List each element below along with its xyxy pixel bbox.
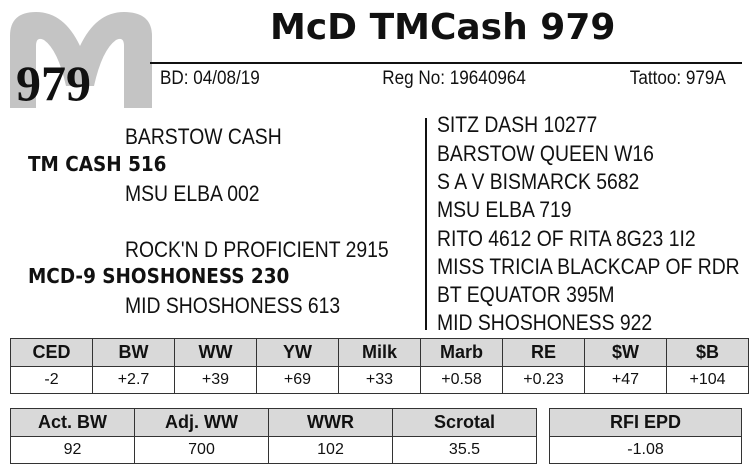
rfi-header-row	[550, 409, 742, 437]
epd-value-bw: +2.7	[93, 367, 175, 394]
pedigree-dam: MCD-9 SHOSHONESS 230	[28, 264, 290, 288]
epd-table	[10, 338, 749, 394]
rfi-table	[549, 408, 742, 464]
measures-header-adj-ww: Adj. WW	[135, 409, 269, 437]
measures-header-wwr: WWR	[269, 409, 393, 437]
tattoo: Tattoo: 979A	[629, 68, 726, 89]
measures-value-wwr: 102	[269, 437, 393, 464]
epd-value-re: +0.23	[503, 367, 585, 394]
epd-value-marb: +0.58	[421, 367, 503, 394]
measures-value-scrotal: 35.5	[393, 437, 537, 464]
pedigree-dam-dam: MID SHOSHONESS 613	[125, 293, 341, 318]
animal-name: McD TMCash 979	[270, 7, 616, 48]
measures-value-row	[11, 437, 537, 464]
epd-value-milk: +33	[339, 367, 421, 394]
birth-date: BD: 04/08/19	[160, 68, 260, 89]
registration-number: Reg No: 19640964	[382, 68, 526, 89]
epd-value-row	[11, 367, 749, 394]
pedigree-sire-dam: MSU ELBA 002	[125, 181, 260, 206]
title-rule	[150, 62, 742, 64]
pedigree-gg-4: MSU ELBA 719	[437, 197, 572, 222]
epd-header-b-index: $B	[667, 339, 749, 367]
pedigree-sire-sire: BARSTOW CASH	[125, 124, 282, 149]
pedigree-gg-3: S A V BISMARCK 5682	[437, 169, 640, 194]
measures-table	[10, 408, 537, 464]
epd-value-b-index: +104	[667, 367, 749, 394]
epd-header-w-index: $W	[585, 339, 667, 367]
epd-value-yw: +69	[257, 367, 339, 394]
pedigree-gg-5: RITO 4612 OF RITA 8G23 1I2	[437, 226, 696, 251]
epd-header-milk: Milk	[339, 339, 421, 367]
measures-header-act-bw: Act. BW	[11, 409, 135, 437]
id-row	[160, 67, 726, 91]
epd-value-ww: +39	[175, 367, 257, 394]
epd-value-w-index: +47	[585, 367, 667, 394]
rfi-value-row	[550, 437, 742, 464]
measures-value-act-bw: 92	[11, 437, 135, 464]
measures-header-row	[11, 409, 537, 437]
epd-header-bw: BW	[93, 339, 175, 367]
pedigree-gg-8: MID SHOSHONESS 922	[437, 310, 653, 335]
epd-header-ww: WW	[175, 339, 257, 367]
pedigree-gg-6: MISS TRICIA BLACKCAP OF RDR	[437, 254, 740, 279]
measures-value-adj-ww: 700	[135, 437, 269, 464]
pedigree-sire: TM CASH 516	[28, 152, 167, 176]
pedigree-gg-7: BT EQUATOR 395M	[437, 282, 615, 307]
measures-header-scrotal: Scrotal	[393, 409, 537, 437]
epd-header-re: RE	[503, 339, 585, 367]
epd-header-ced: CED	[11, 339, 93, 367]
epd-header-marb: Marb	[421, 339, 503, 367]
rfi-header: RFI EPD	[550, 409, 742, 437]
pedigree-gg-2: BARSTOW QUEEN W16	[437, 141, 654, 166]
rfi-value: -1.08	[550, 437, 742, 464]
pedigree-divider	[425, 118, 427, 330]
epd-header-row	[11, 339, 749, 367]
epd-header-yw: YW	[257, 339, 339, 367]
pedigree-gg-1: SITZ DASH 10277	[437, 112, 598, 137]
pedigree-dam-sire: ROCK'N D PROFICIENT 2915	[125, 237, 389, 262]
epd-value-ced: -2	[11, 367, 93, 394]
lot-number: 979	[16, 55, 91, 111]
